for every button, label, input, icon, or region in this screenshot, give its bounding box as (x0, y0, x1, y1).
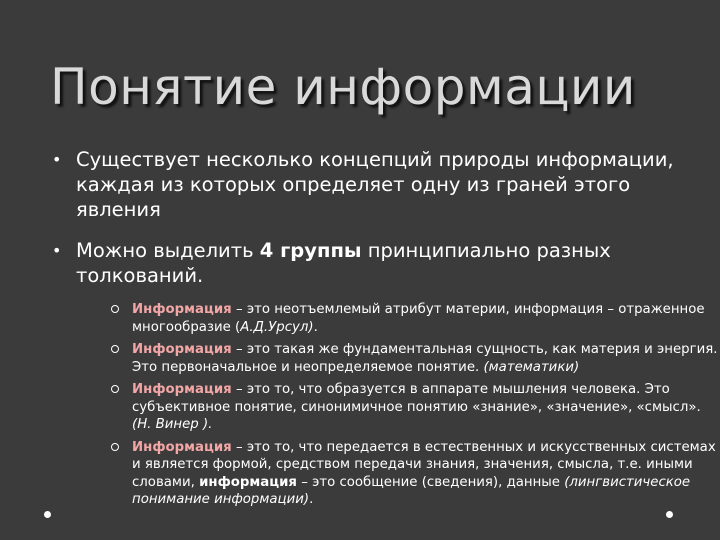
bullet-text: Существует несколько концепций природы информации, каждая из которых определяет одну из граней этого явления (76, 148, 674, 221)
ring-bullet-icon (111, 443, 119, 451)
definition-text: – это то, что передается в естественных и искусственных системах и является формой, средством передачи знания, значения, смысла, т.е. иными словами, (132, 439, 716, 490)
definition-text: – это такая же фундаментальная сущность, как материя и энергия. Это первоначальное и неопределяемое понятие. (132, 342, 718, 375)
definition-text-2: – это сообщение (сведения), данные (296, 474, 565, 490)
definition-source: (лингвистическое понимание информации) (132, 474, 691, 507)
corner-dot-icon (666, 511, 673, 518)
ring-bullet-icon (111, 385, 119, 393)
bullet-text-post: принципиально разных толкований. (76, 239, 611, 287)
definition-item (110, 439, 720, 509)
bullet-text-bold: 4 группы (259, 239, 362, 262)
definition-term: Информация (132, 439, 232, 455)
definition-tail: . (313, 319, 318, 335)
ring-bullet-icon (111, 345, 119, 353)
bullet-item (50, 238, 718, 509)
definition-list (110, 301, 720, 509)
bullet-item (50, 147, 695, 222)
ring-bullet-icon (111, 305, 119, 313)
bullet-text-pre: Можно выделить (76, 239, 260, 262)
definition-term: Информация (132, 342, 232, 357)
definition-term: Информация (132, 382, 232, 397)
definition-bold-word: информация (199, 474, 297, 490)
definition-tail: . (309, 492, 314, 507)
definition-item (110, 301, 720, 336)
bullet-dot-icon: • (52, 150, 62, 169)
bullet-dot-icon: • (52, 241, 62, 260)
definition-term: Информация (132, 302, 232, 317)
bullet-list (50, 147, 718, 514)
definition-item (110, 341, 720, 376)
definition-text: – это то, что образуется в аппарате мышления человека. Это субъективное понятие, синонимичное понятию «знание», «значение», «смысл». (132, 382, 701, 415)
corner-dot-icon (44, 511, 51, 518)
definition-item (110, 381, 720, 434)
definition-source: (математики) (483, 359, 580, 375)
definition-source: (Н. Винер ). (132, 417, 213, 432)
definition-text: – это неотъемлемый атрибут материи, информация – отраженное многообразие ( (132, 302, 705, 335)
definition-source: А.Д.Урсул) (240, 319, 314, 335)
slide-title: Понятие информации (50, 58, 636, 116)
